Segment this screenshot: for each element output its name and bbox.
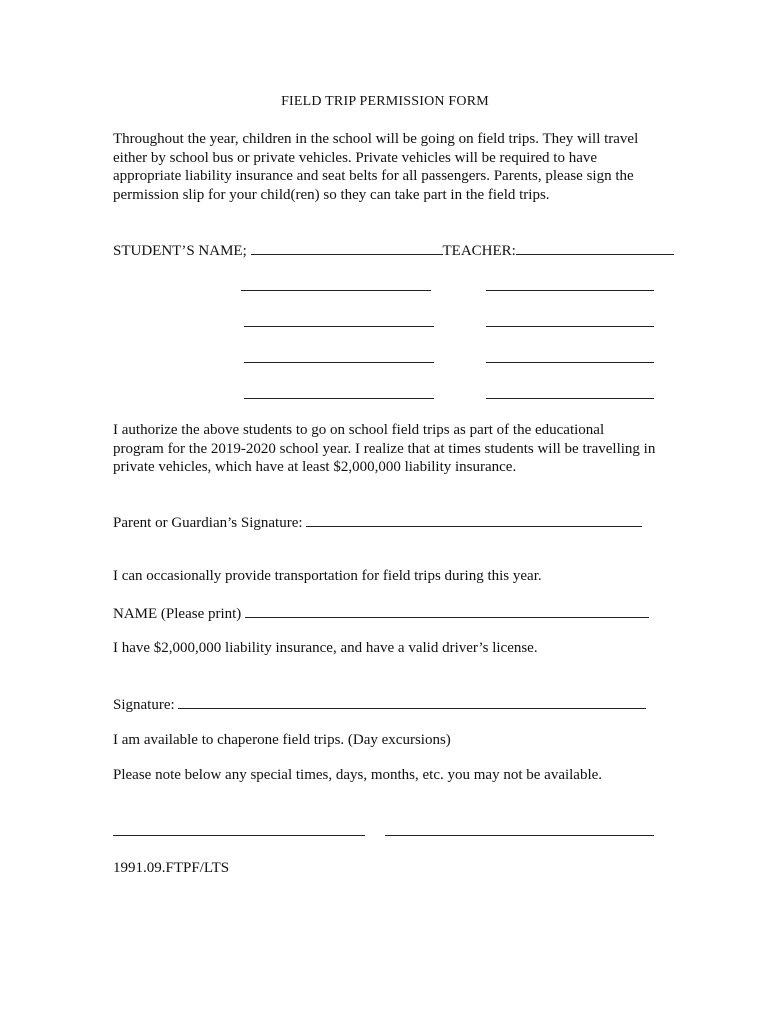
name-label: NAME (Please print) bbox=[113, 606, 242, 622]
teacher-field[interactable] bbox=[516, 240, 674, 255]
guardian-signature-label: Parent or Guardian’s Signature: bbox=[113, 515, 303, 531]
student-name-line-2[interactable] bbox=[241, 290, 431, 291]
student-name-line-5[interactable] bbox=[244, 398, 434, 399]
form-title: FIELD TRIP PERMISSION FORM bbox=[281, 94, 489, 109]
chaperone-statement: I am available to chaperone field trips. (Day excursions) bbox=[113, 732, 451, 748]
availability-note: Please note below any special times, days, months, etc. you may not be available. bbox=[113, 767, 603, 783]
student-name-line-4[interactable] bbox=[244, 362, 434, 363]
form-code: 1991.09.FTPF/LTS bbox=[113, 860, 230, 876]
student-name-line-3[interactable] bbox=[244, 326, 434, 327]
intro-paragraph: Throughout the year, children in the school will be going on field trips. They will travel either by school bus or private vehicles. Private vehicles will be required to have appropriate liability insurance and seat belts for all passengers. Parents, please sign the permission slip for your child(ren) so they can take part in the field trips. bbox=[113, 131, 639, 203]
teacher-line-4[interactable] bbox=[486, 362, 654, 363]
signature-field[interactable] bbox=[178, 694, 646, 709]
student-name-label: STUDENT’S NAME; bbox=[113, 243, 247, 259]
guardian-signature-row bbox=[113, 512, 642, 532]
availability-line-right[interactable] bbox=[385, 835, 654, 836]
teacher-line-3[interactable] bbox=[486, 326, 654, 327]
guardian-signature-field[interactable] bbox=[306, 512, 642, 527]
transport-statement: I can occasionally provide transportation for field trips during this year. bbox=[113, 568, 542, 584]
teacher-label: TEACHER: bbox=[442, 243, 516, 259]
student-name-field[interactable] bbox=[251, 240, 443, 255]
insurance-statement: I have $2,000,000 liability insurance, and have a valid driver’s license. bbox=[113, 640, 538, 656]
signature-row bbox=[113, 694, 646, 714]
signature-label: Signature: bbox=[113, 697, 175, 713]
teacher-line-5[interactable] bbox=[486, 398, 654, 399]
name-row bbox=[113, 603, 649, 623]
teacher-line-2[interactable] bbox=[486, 290, 654, 291]
name-field[interactable] bbox=[245, 603, 649, 618]
availability-line-left[interactable] bbox=[113, 835, 365, 836]
student-teacher-row bbox=[113, 240, 674, 260]
authorization-paragraph: I authorize the above students to go on school field trips as part of the educational program for the 2019-2020 school year. I realize that at times students will be travelling in private vehicles, which have at least $2,000,000 liability insurance. bbox=[113, 422, 656, 475]
